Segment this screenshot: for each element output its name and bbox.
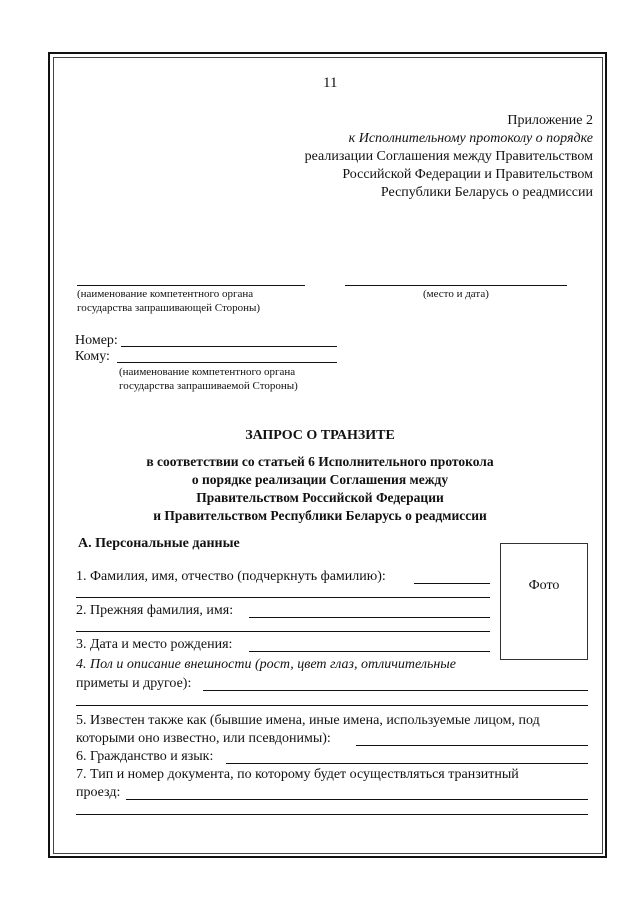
to-field-line[interactable] [117, 362, 337, 363]
section-a-heading: А. Персональные данные [78, 536, 240, 551]
caption-line: (наименование компетентного органа [119, 366, 296, 378]
field-7-label-2: проезд: [76, 785, 121, 800]
caption-line: государства запрашивающей Стороны) [77, 302, 261, 314]
field-4-line[interactable] [203, 690, 588, 691]
field-2-line-2[interactable] [76, 631, 490, 632]
field-2-line[interactable] [249, 617, 490, 618]
field-7-line[interactable] [126, 799, 588, 800]
number-label: Номер: [75, 333, 118, 348]
field-1-line-2[interactable] [76, 597, 490, 598]
subtitle-line: и Правительством Республики Беларусь о реадмиссии [153, 508, 487, 523]
field-7-line-2[interactable] [76, 814, 588, 815]
document-title: ЗАПРОС О ТРАНЗИТЕ [245, 428, 395, 443]
annex-line: к Исполнительному протоколу о порядке [348, 131, 593, 146]
field-6-label: 6. Гражданство и язык: [76, 749, 214, 764]
subtitle-line: в соответствии со статьей 6 Исполнительного протокола [146, 454, 494, 469]
requesting-authority-line[interactable] [77, 285, 305, 286]
field-5-line[interactable] [356, 745, 588, 746]
page-number: 11 [323, 75, 338, 91]
annex-title: Приложение 2 [507, 113, 593, 128]
subtitle-line: о порядке реализации Соглашения между [191, 472, 449, 487]
field-1-label: 1. Фамилия, имя, отчество (подчеркнуть фамилию): [76, 569, 386, 584]
field-5-label-2: которыми оно известно, или псевдонимы): [76, 731, 331, 746]
field-1-line[interactable] [414, 583, 490, 584]
requesting-authority-caption [77, 287, 260, 315]
field-6-line[interactable] [226, 763, 588, 764]
requested-authority-caption [119, 365, 298, 393]
field-4-label-2: приметы и другое): [76, 676, 192, 691]
annex-line: реализации Соглашения между Правительством [304, 149, 593, 164]
photo-label: Фото [528, 578, 560, 593]
caption-line: государства запрашиваемой Стороны) [119, 380, 298, 392]
caption-line: (наименование компетентного органа [77, 288, 254, 300]
place-date-line[interactable] [345, 285, 567, 286]
number-field-line[interactable] [121, 346, 337, 347]
field-2-label: 2. Прежняя фамилия, имя: [76, 603, 234, 618]
photo-box[interactable] [500, 543, 588, 660]
annex-line: Российской Федерации и Правительством [342, 167, 593, 182]
field-3-label: 3. Дата и место рождения: [76, 637, 233, 652]
subtitle-line: Правительством Российской Федерации [196, 490, 444, 505]
field-3-line[interactable] [249, 651, 490, 652]
field-7-label: 7. Тип и номер документа, по которому будет осуществляться транзитный [76, 767, 519, 782]
place-date-caption: (место и дата) [423, 288, 489, 300]
annex-reference [305, 130, 593, 202]
field-4-line-2[interactable] [76, 705, 588, 706]
annex-line: Республики Беларусь о реадмиссии [380, 185, 593, 200]
field-4-label: 4. Пол и описание внешности (рост, цвет глаз, отличительные [76, 657, 457, 672]
to-label: Кому: [75, 349, 110, 364]
document-subtitle [0, 453, 640, 525]
field-5-label: 5. Известен также как (бывшие имена, иные имена, используемые лицом, под [76, 713, 540, 728]
